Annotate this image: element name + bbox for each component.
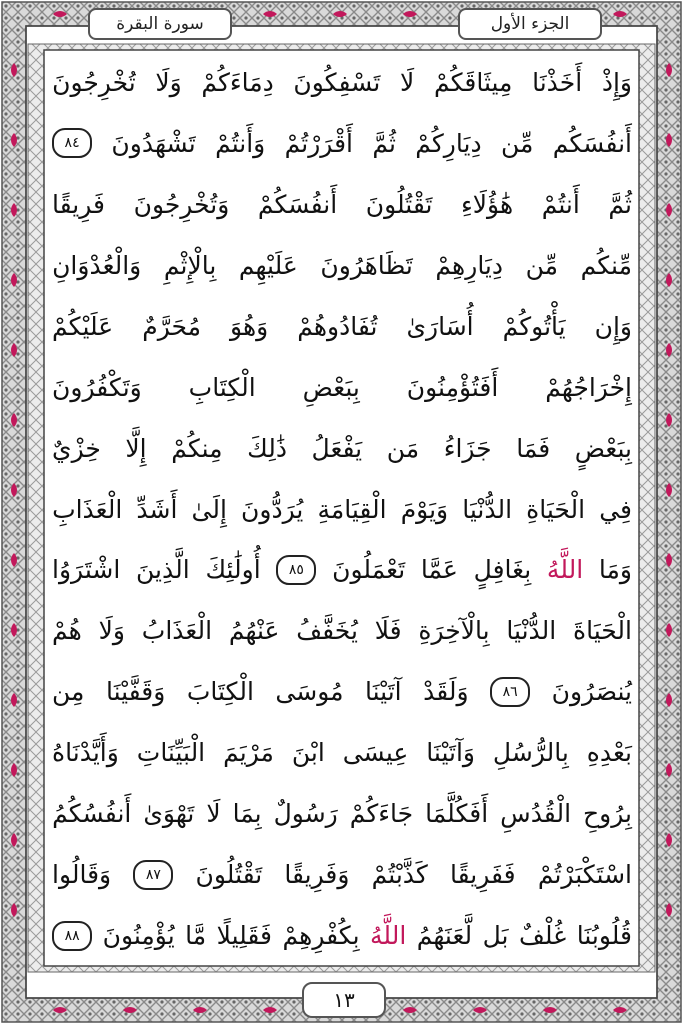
word: أَخَذْنَا xyxy=(532,67,583,97)
word: الدُّنْيَا xyxy=(462,494,513,524)
word: عِيسَى xyxy=(342,738,409,768)
allah-word: اللَّهُ xyxy=(546,555,584,585)
word: غُلْفٌ xyxy=(519,921,567,951)
word: وَمَا xyxy=(598,555,632,585)
text-line xyxy=(52,116,632,170)
word: تَقْتُلُونَ xyxy=(365,189,433,219)
word: الدُّنْيَا xyxy=(506,616,557,646)
word: وَتَكْفُرُونَ xyxy=(52,372,142,402)
word: أَفَتُؤْمِنُونَ xyxy=(406,372,499,402)
word: أَفَكُلَّمَا xyxy=(425,799,489,829)
word: يُرَدُّونَ xyxy=(241,494,304,524)
allah-word: اللَّهُ xyxy=(370,921,407,951)
word: الْقُدُسِ xyxy=(500,799,572,829)
word: وَأَيَّدْنَاهُ xyxy=(52,738,119,768)
surah-header xyxy=(88,8,232,40)
word: الْكِتَابِ xyxy=(188,372,256,402)
word: بِالْإِثْمِ xyxy=(163,250,217,280)
word: رَسُولٌ xyxy=(273,799,338,829)
word: فَرِيقًا xyxy=(52,189,105,219)
word: بَل xyxy=(482,921,509,951)
word: أَنفُسَكُمْ xyxy=(257,189,338,219)
word: دِمَاءَكُمْ xyxy=(201,67,274,97)
page-number-box xyxy=(302,982,386,1018)
word: ثُمَّ xyxy=(608,189,632,219)
text-line xyxy=(52,360,632,414)
word: مِنكُمْ xyxy=(171,433,223,463)
word: وَالْعُدْوَانِ xyxy=(52,250,142,280)
ayah-number-marker: ٨٧ xyxy=(133,860,173,890)
text-line xyxy=(52,787,632,841)
text-line xyxy=(52,55,632,109)
text-line xyxy=(52,726,632,780)
word: الْعَذَابُ xyxy=(141,616,213,646)
word: أُولَٰئِكَ xyxy=(205,555,261,585)
word: فَفَرِيقًا xyxy=(450,860,516,890)
word: يُنصَرُونَ xyxy=(551,677,632,707)
word: عَمَّا xyxy=(420,555,458,585)
word: وَهُوَ xyxy=(230,311,269,341)
word: دِيَارِهِمْ xyxy=(435,250,504,280)
word: بِالرُّسُلِ xyxy=(492,738,569,768)
ayah-number-marker: ٨٤ xyxy=(52,128,92,158)
word: أَقْرَرْتُمْ xyxy=(284,128,353,158)
word: هُمْ xyxy=(52,616,82,646)
word: وَإِذْ xyxy=(601,67,632,97)
word: يَفْعَلُ xyxy=(311,433,363,463)
word: يُؤْمِنُونَ xyxy=(102,921,175,951)
ayah-number-marker: ٨٨ xyxy=(52,921,92,951)
word: بِكُفْرِهِمْ xyxy=(282,921,360,951)
text-line xyxy=(52,848,632,902)
word: وَيَوْمَ xyxy=(400,494,449,524)
word: بِغَافِلٍ xyxy=(473,555,532,585)
text-line xyxy=(52,299,632,353)
ayah-number-marker: ٨٥ xyxy=(276,555,316,585)
word: مِّن xyxy=(525,250,559,280)
word: وَلَقَدْ xyxy=(423,677,469,707)
word: الْقِيَامَةِ xyxy=(317,494,387,524)
word: تَظَاهَرُونَ xyxy=(320,250,413,280)
word: يُخَفَّفُ xyxy=(296,616,358,646)
word: دِيَارِكُمْ xyxy=(415,128,482,158)
quran-text-area xyxy=(52,52,632,966)
word: بِبَعْضٍ xyxy=(574,433,632,463)
text-line xyxy=(52,909,632,963)
word: لَا xyxy=(206,799,221,829)
word: بَعْدِهِ xyxy=(586,738,632,768)
word: لَا xyxy=(400,67,415,97)
word: وَفَرِيقًا xyxy=(284,860,350,890)
ayah-number-marker: ٨٦ xyxy=(490,677,530,707)
word: الْكِتَابَ xyxy=(186,677,254,707)
word: أُسَارَىٰ xyxy=(406,311,474,341)
word: وَلَا xyxy=(98,616,125,646)
word: ابْنَ xyxy=(291,738,325,768)
word: قُلُوبُنَا xyxy=(576,921,632,951)
word: الْبَيِّنَاتِ xyxy=(136,738,206,768)
word: ثُمَّ xyxy=(372,128,396,158)
word: تَهْوَىٰ xyxy=(143,799,195,829)
word: أَشَدِّ xyxy=(136,494,178,524)
word: بِبَعْضِ xyxy=(302,372,360,402)
word: الَّذِينَ xyxy=(136,555,190,585)
word: وَأَنتُمْ xyxy=(215,128,266,158)
word: أَنفُسُكُمُ xyxy=(52,799,132,829)
juz-header xyxy=(458,8,602,40)
text-line xyxy=(52,177,632,231)
word: فَمَا xyxy=(516,433,551,463)
word: وَإِن xyxy=(594,311,632,341)
word: مِيثَاقَكُمْ xyxy=(433,67,513,97)
word: الْحَيَاةَ xyxy=(573,616,632,646)
word: هَٰؤُلَاءِ xyxy=(461,189,514,219)
word: وَلَا xyxy=(155,67,182,97)
word: وَتُخْرِجُونَ xyxy=(133,189,230,219)
word: تُخْرِجُونَ xyxy=(52,67,136,97)
word: وَقَالُوا xyxy=(52,860,112,890)
word: يَأْتُوكُمْ xyxy=(502,311,566,341)
word: كَذَّبْتُمْ xyxy=(371,860,428,890)
word: وَآتَيْنَا xyxy=(426,738,475,768)
word: جَاءَكُمْ xyxy=(349,799,414,829)
word: ذَٰلِكَ xyxy=(247,433,287,463)
text-line xyxy=(52,482,632,536)
text-line xyxy=(52,665,632,719)
word: مِّن xyxy=(500,128,534,158)
word: مِّنكُم xyxy=(580,250,632,280)
word: أَنفُسَكُم xyxy=(552,128,632,158)
word: بِمَا xyxy=(232,799,262,829)
word: بِالْآخِرَةِ xyxy=(418,616,490,646)
word: تَعْمَلُونَ xyxy=(332,555,406,585)
word: خِزْيٌ xyxy=(52,433,101,463)
text-line xyxy=(52,543,632,597)
word: عَلَيْهِم xyxy=(238,250,298,280)
juz-title: الجزء الأول xyxy=(490,14,570,34)
word: فَقَلِيلًا xyxy=(216,921,273,951)
word: تَسْفِكُونَ xyxy=(293,67,381,97)
word: إِخْرَاجُهُمْ xyxy=(545,372,632,402)
word: عَلَيْكُمْ xyxy=(52,311,114,341)
word: مِن xyxy=(52,677,85,707)
word: إِلَّا xyxy=(125,433,147,463)
word: جَزَاءُ xyxy=(443,433,492,463)
word: مَّا xyxy=(185,921,207,951)
word: الْعَذَابِ xyxy=(52,494,123,524)
word: أَنتُمْ xyxy=(541,189,580,219)
word: لَّعَنَهُمُ xyxy=(416,921,473,951)
text-line xyxy=(52,421,632,475)
text-line xyxy=(52,238,632,292)
word: فَلَا xyxy=(374,616,402,646)
word: فِي xyxy=(599,494,632,524)
word: إِلَىٰ xyxy=(191,494,227,524)
word: وَقَفَّيْنَا xyxy=(105,677,166,707)
surah-title: سورة البقرة xyxy=(116,14,204,34)
word: تَشْهَدُونَ xyxy=(111,128,196,158)
word: مُحَرَّمٌ xyxy=(142,311,202,341)
word: تَقْتُلُونَ xyxy=(195,860,263,890)
word: آتَيْنَا xyxy=(365,677,402,707)
word: اشْتَرَوُا xyxy=(52,555,121,585)
word: الْحَيَاةِ xyxy=(526,494,586,524)
word: تُفَادُوهُمْ xyxy=(297,311,378,341)
word: اسْتَكْبَرْتُمْ xyxy=(537,860,632,890)
word: عَنْهُمُ xyxy=(228,616,280,646)
word: مَرْيَمَ xyxy=(223,738,274,768)
word: مُوسَى xyxy=(275,677,344,707)
word: بِرُوحِ xyxy=(583,799,632,829)
word: مَن xyxy=(386,433,420,463)
text-line xyxy=(52,604,632,658)
page-number: ١٣ xyxy=(333,988,355,1012)
